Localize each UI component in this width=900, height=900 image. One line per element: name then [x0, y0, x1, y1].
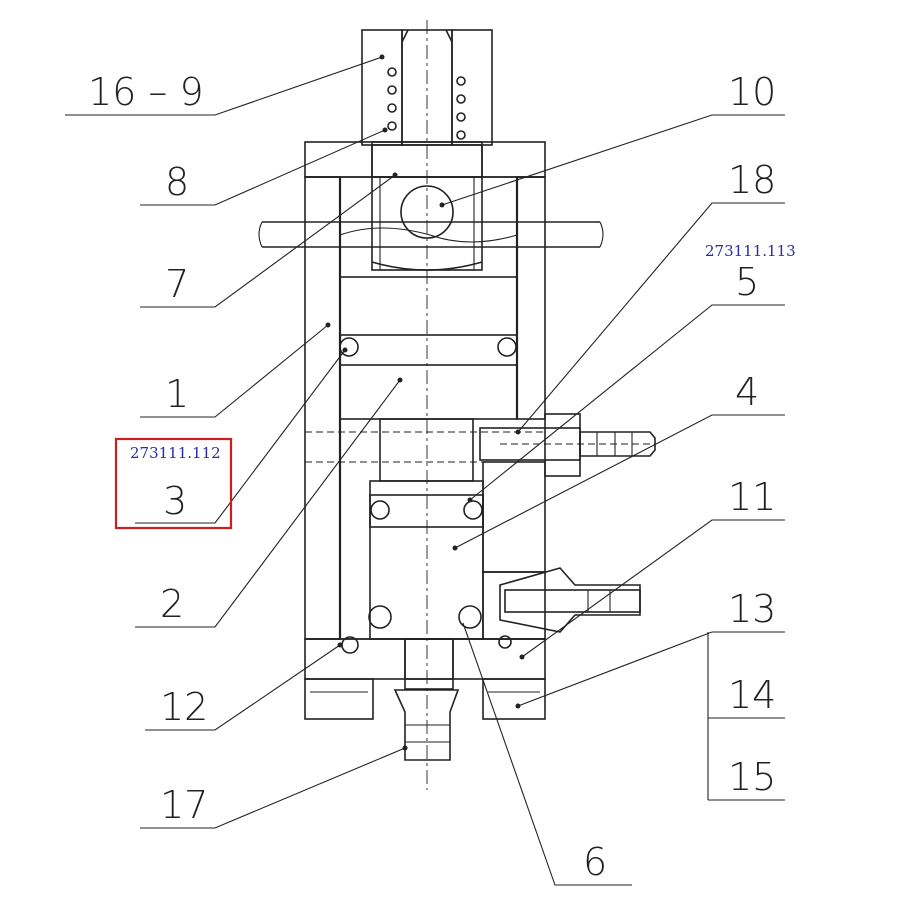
label-15: 15 [728, 755, 777, 799]
part-labels [88, 70, 776, 884]
lower-fitting [483, 568, 640, 648]
label-2: 2 [160, 582, 185, 626]
bottom-nozzle [395, 639, 458, 760]
label-3: 3 [163, 479, 188, 523]
upper-piston [340, 277, 517, 419]
label-5: 5 [735, 260, 760, 304]
label-16-9: 16 – 9 [88, 70, 204, 114]
upper-fitting [480, 414, 655, 476]
part-number-right: 273111.113 [705, 242, 796, 260]
label-6: 6 [583, 840, 608, 884]
part-number-boxed: 273111.112 [130, 444, 221, 462]
label-13: 13 [728, 587, 777, 631]
label-18: 18 [728, 158, 777, 202]
label-12: 12 [160, 685, 209, 729]
lower-piston [369, 481, 483, 639]
label-14: 14 [728, 673, 777, 717]
cross-shaft [259, 222, 603, 247]
label-7: 7 [165, 262, 190, 306]
label-4: 4 [735, 370, 760, 414]
spring [388, 68, 465, 139]
label-10: 10 [728, 70, 777, 114]
label-17: 17 [160, 783, 209, 827]
label-11: 11 [728, 475, 777, 519]
mounting-feet [305, 679, 545, 719]
label-8: 8 [165, 160, 190, 204]
label-1: 1 [165, 372, 190, 416]
